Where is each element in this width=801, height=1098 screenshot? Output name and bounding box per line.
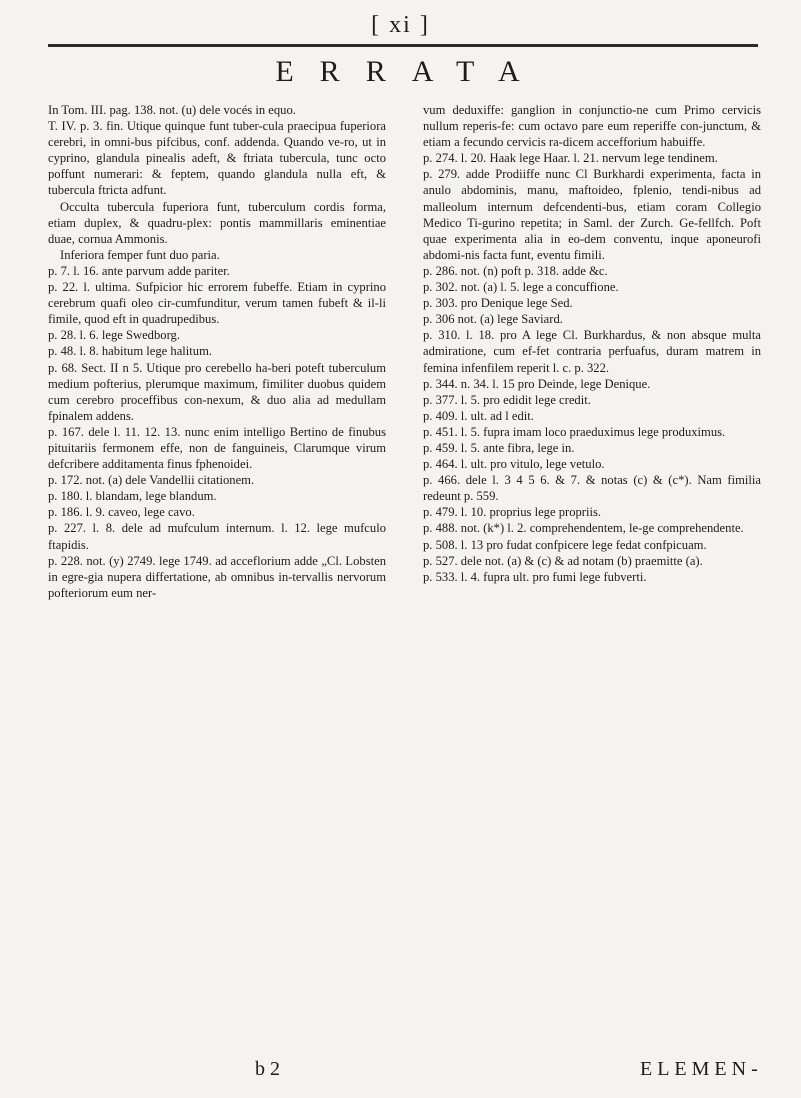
- errata-entry: p. 22. l. ultima. Sufpicior hic errorem fubeffe. Etiam in cyprino cerebrum quafi oleo cir-cumfunditur, verum tamen fubeft & il-li fimile, quod eft in quadrupedibus.: [48, 280, 386, 327]
- errata-entry: p. 488. not. (k*) l. 2. comprehendentem, le-ge comprehendente.: [423, 521, 744, 536]
- left-column: [48, 102, 386, 601]
- errata-entry: p. 28. l. 6. lege Swedborg.: [48, 328, 180, 343]
- catchword: ELEMEN-: [640, 1058, 763, 1080]
- errata-entry: In Tom. III. pag. 138. not. (u) dele vocés in equo.: [48, 103, 296, 117]
- errata-entry: p. 180. l. blandam, lege blandum.: [48, 489, 217, 504]
- errata-entry: p. 172. not. (a) dele Vandellii citationem.: [48, 473, 255, 488]
- errata-entry: p. 302. not. (a) l. 5. lege a concuffione.: [423, 280, 619, 295]
- errata-entry: p. 68. Sect. II n 5. Utique pro cerebello ha-beri poteft tuberculum medium pofterius, plerumque maximum, fimiliter duobus quidem cum cerebro proceffibus con-nexum, & duo alia ad medullam fpinalem addens.: [48, 360, 386, 423]
- errata-entry: p. 344. n. 34. l. 15 pro Deinde, lege Denique.: [423, 376, 651, 391]
- errata-entry: p. 306 not. (a) lege Saviard.: [423, 312, 563, 327]
- errata-entry: p. 227. l. 8. dele ad mufculum internum. l. 12. lege mufculo ftapidis.: [48, 521, 386, 552]
- page-number: [ xi ]: [371, 12, 430, 38]
- errata-entry: p. 186. l. 9. caveo, lege cavo.: [48, 505, 195, 520]
- errata-entry: p. 409. l. ult. ad l edit.: [423, 408, 534, 423]
- errata-entry: p. 466. dele l. 3 4 5 6. & 7. & notas (c) & (c*). Nam fimilia redeunt p. 559.: [423, 473, 761, 504]
- page-footer: [0, 1058, 801, 1088]
- errata-entry: p. 7. l. 16. ante parvum adde pariter.: [48, 263, 230, 278]
- errata-entry: p. 274. l. 20. Haak lege Haar. l. 21. nervum lege tendinem.: [423, 151, 718, 166]
- errata-entry: p. 286. not. (n) poft p. 318. adde &c.: [423, 263, 608, 278]
- header-rule: [48, 44, 758, 47]
- errata-entry: p. 451. l. 5. fupra imam loco praeduximus lege produximus.: [423, 424, 726, 439]
- errata-entry: Occulta tubercula fuperiora funt, tuberculum cordis forma, etiam duplex, & quadru-plex: pontis mammillaris eminentiae duae, cornua Ammonis.: [48, 199, 386, 246]
- errata-entry: p. 459. l. 5. ante fibra, lege in.: [423, 440, 575, 455]
- errata-entry: T. IV. p. 3. fin. Utique quinque funt tuber-cula praecipua fuperiora cerebri, in omni-bus pifcibus, conf. addenda. Quando ve-ro, ut in cyprino, glandula pinealis adeft, & ftriata tubercula, tunc octo poffunt numerari: & feptem, quando glandula nulla eft, & tubercula ftricta adfunt.: [48, 119, 386, 198]
- errata-entry: p. 479. l. 10. proprius lege propriis.: [423, 505, 602, 520]
- errata-entry: p. 377. l. 5. pro edidit lege credit.: [423, 392, 591, 407]
- right-column: [423, 102, 761, 585]
- errata-entry: p. 527. dele not. (a) & (c) & ad notam (b) praemitte (a).: [423, 553, 703, 568]
- errata-entry: p. 508. l. 13 pro fudat confpicere lege fedat confpicuam.: [423, 537, 707, 552]
- errata-entry: p. 279. adde Prodiiffe nunc Cl Burkhardi experimenta, facta in anulo abdominis, manu, maftoideo, fplenio, tendi-nibus ad malleolum internum defcendenti-bus, etiam coram Collegio Medico Ti-gurino repetita; in Saml. der Zurch. Ge-fellfch. Poft quae experimenta alia in eo-dem conventu, inque aponeurofi abdomi-nis facta funt, eventu fimili.: [423, 167, 761, 262]
- errata-entry: p. 533. l. 4. fupra ult. pro fumi lege fubverti.: [423, 569, 647, 584]
- errata-entry: p. 464. l. ult. pro vitulo, lege vetulo.: [423, 457, 605, 472]
- errata-entry: p. 310. l. 18. pro A lege Cl. Burkhardus, & non absque multa admiratione, cum ef-fet contraria perfuafus, duram matrem in femina infenfilem reperit l. c. p. 322.: [423, 328, 761, 375]
- signature-mark: b 2: [255, 1058, 280, 1080]
- errata-entry: vum deduxiffe: ganglion in conjunctio-ne cum Primo cervicis nullum reperis-fe: cum octavo pare eum reperiffe con-junctum, & etiam a fecundo cervicis ra-dicem accefforium habuiffe.: [423, 103, 761, 150]
- errata-entry: p. 167. dele l. 11. 12. 13. nunc enim intelligo Bertino de finubus pituitariis fermonem effe, non de fanguineis, Clarumque virum defcribere additamenta finus fphenoidei.: [48, 424, 386, 472]
- errata-entry: p. 48. l. 8. habitum lege halitum.: [48, 344, 213, 359]
- errata-entry: p. 303. pro Denique lege Sed.: [423, 296, 573, 311]
- errata-entry: p. 228. not. (y) 2749. lege 1749. ad acceflorium adde „Cl. Lobsten in egre-gia nupera differtatione, ab omnibus in-tervallis nervorum pofteriorum eum ner-: [48, 553, 386, 600]
- errata-entry: Inferiora femper funt duo paria.: [60, 247, 220, 262]
- page-title: ERRATA: [275, 55, 546, 88]
